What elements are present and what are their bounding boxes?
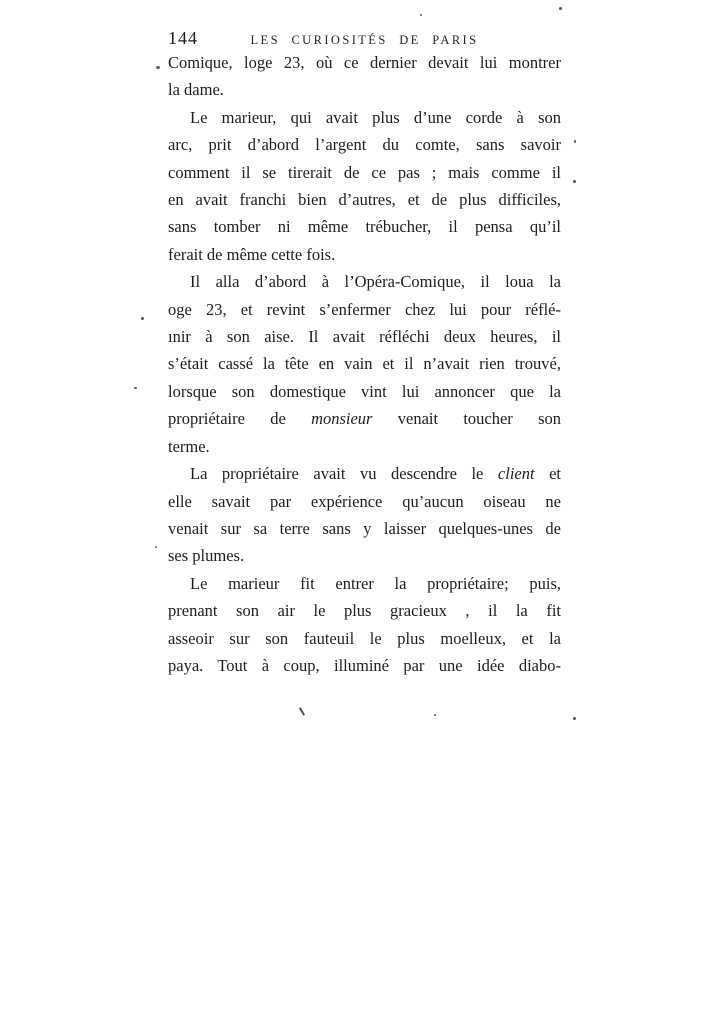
text-line [168, 104, 561, 131]
text-line [168, 378, 561, 405]
scan-dot-mark [573, 717, 576, 720]
text-line [168, 241, 561, 268]
text-segment: asseoir sur son fauteuil le plus moelleux, et la [168, 628, 561, 648]
italic-text: client [497, 464, 535, 484]
text-segment: prenant son air le plus gracieux , il la fit [168, 601, 561, 621]
text-line [168, 131, 561, 158]
text-segment: La propriétaire avait vu descendre le [190, 464, 498, 484]
scan-dot-mark [434, 714, 436, 716]
scan-dot-mark [573, 180, 576, 183]
text-segment: ferait de même cette fois. [168, 244, 336, 264]
text-line [168, 625, 561, 652]
text-line [168, 652, 561, 679]
text-line [168, 460, 561, 487]
text-segment: sans tomber ni même trébucher, il pensa qu’il [168, 217, 561, 237]
text-line [168, 323, 561, 350]
text-segment: venait sur sa terre sans y laisser quelques-unes de [168, 518, 561, 538]
text-line [168, 597, 561, 624]
text-segment: elle savait par expérience qu’aucun oiseau ne [168, 491, 561, 511]
running-title: LES CURIOSITÉS DE PARIS [250, 33, 479, 47]
scan-slash-mark [299, 707, 305, 716]
text-segment: la dame. [168, 80, 224, 100]
text-segment: ınir à son aise. Il avait réfléchi deux heures, il [168, 327, 561, 347]
text-segment: Le marieur fit entrer la propriétaire; puis, [190, 573, 561, 593]
text-line [168, 76, 561, 103]
text-segment: oge 23, et revint s’enfermer chez lui pour réflé- [168, 299, 561, 319]
text-segment: comment il se tirerait de ce pas ; mais comme il [168, 162, 561, 182]
text-line [168, 296, 561, 323]
text-line [168, 350, 561, 377]
text-segment: Comique, loge 23, où ce dernier devait lui montrer [168, 53, 561, 72]
text-line [168, 405, 561, 432]
text-line [168, 49, 561, 76]
scan-dot-mark [155, 546, 157, 548]
text-segment: venait toucher son [372, 409, 561, 429]
scan-dot-mark [141, 317, 144, 320]
scan-dot-mark [134, 387, 137, 389]
italic-text: monsieur [311, 409, 373, 429]
text-segment: Le marieur, qui avait plus d’une corde à son [190, 107, 561, 127]
scan-dot-mark [559, 7, 562, 10]
scan-dot-mark [156, 66, 160, 69]
text-line [168, 433, 561, 460]
page-number: 144 [168, 28, 198, 48]
text-line [168, 159, 561, 186]
text-segment: lorsque son domestique vint lui annoncer que la [168, 381, 561, 401]
text-segment: ses plumes. [168, 546, 245, 566]
text-segment: Il alla d’abord à l’Opéra-Comique, il loua la [190, 272, 561, 292]
text-line [168, 488, 561, 515]
text-segment: propriétaire de [168, 409, 312, 429]
scan-dot-mark [420, 14, 422, 16]
text-line [168, 213, 561, 240]
text-segment: paya. Tout à coup, illuminé par une idée diabo- [168, 655, 561, 675]
text-line [168, 186, 561, 213]
text-segment: et [534, 464, 561, 484]
text-line [168, 570, 561, 597]
text-segment: en avait franchi bien d’autres, et de plus difficiles, [168, 190, 561, 210]
text-line [168, 542, 561, 569]
body-text [168, 49, 561, 679]
text-segment: terme. [168, 436, 210, 456]
text-segment: arc, prit d’abord l’argent du comte, sans savoir [168, 135, 561, 155]
text-segment: s’était cassé la tête en vain et il n’avait rien trouvé, [168, 354, 561, 374]
text-line [168, 268, 561, 295]
text-line [168, 515, 561, 542]
scan-dot-mark [574, 140, 576, 143]
